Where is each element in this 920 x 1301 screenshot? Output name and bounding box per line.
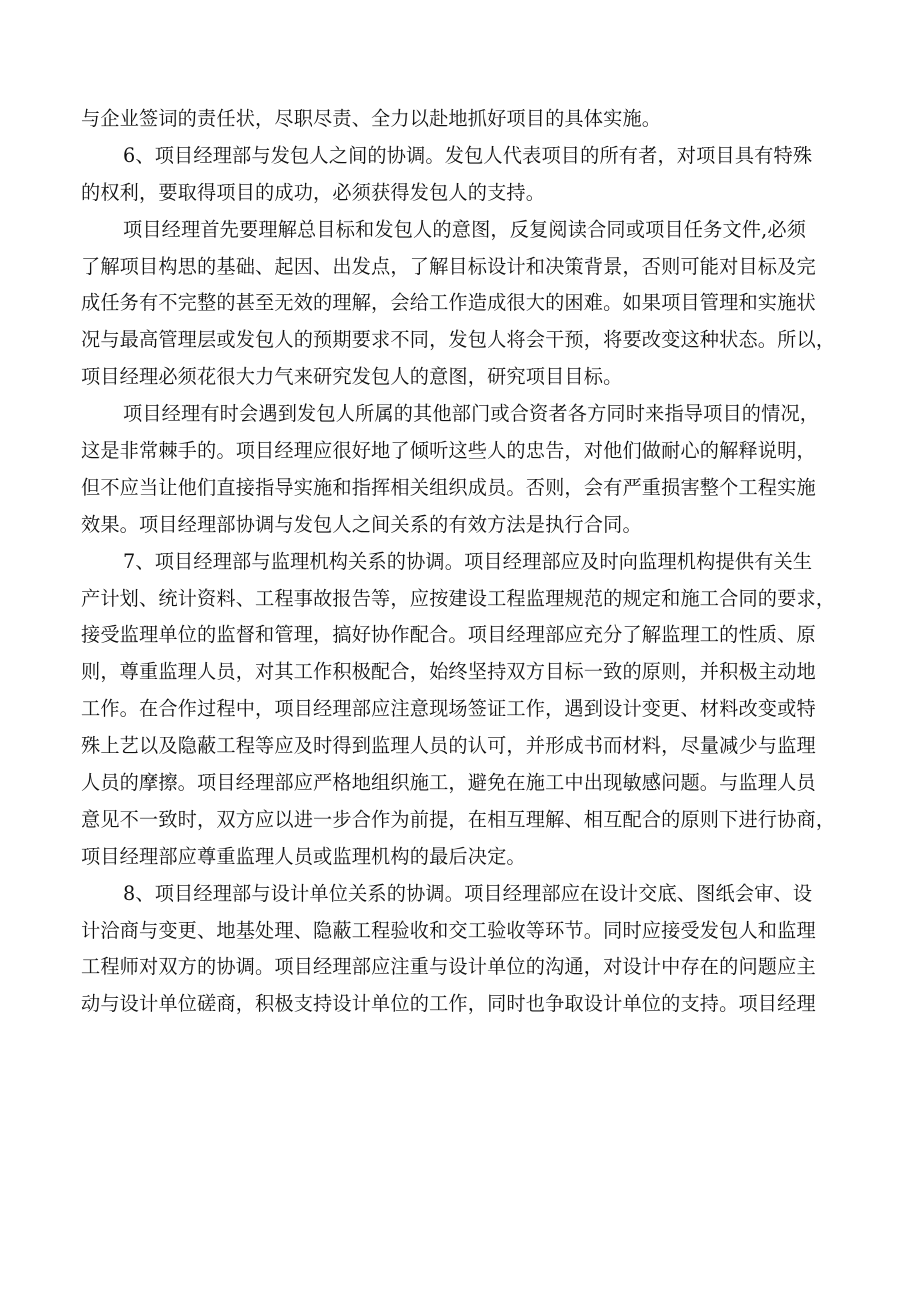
paragraph-first-line: 项目经理首先要理解总目标和发包人的意图，反复阅读合同或项目任务文件,必须 (123, 217, 807, 241)
text-line: 项目经理部应尊重监理人员或监理机构的最后决定。 (81, 844, 526, 868)
text-line: 的权利，要取得项目的成功，必须获得发包人的支持。 (81, 180, 546, 204)
text-line: 这是非常棘手的。项目经理应很好地了倾听这些人的忠告，对他们做耐心的解释说明， (81, 439, 816, 463)
text-line: 计洽商与变更、地基处理、隐蔽工程验收和交工验收等环节。同时应接受发包人和监理 (81, 918, 816, 942)
paragraph-6-first-line: 6、项目经理部与发包人之间的协调。发包人代表项目的所有者，对项目具有特殊 (123, 143, 813, 167)
text-line: 项目经理必须花很大力气来研究发包人的意图，研究项目目标。 (81, 365, 623, 389)
text-line: 接受监理单位的监督和管理，搞好协作配合。项目经理部应充分了解监理工的性质、原 (81, 623, 816, 647)
text-line: 工程师对双方的协调。项目经理部应注重与设计单位的沟通，对设计中存在的问题应主 (81, 955, 816, 979)
paragraph-first-line: 项目经理有时会遇到发包人所属的其他部门或合资者各方同时来指导项目的情况， (123, 402, 820, 426)
paragraph-7-first-line: 7、项目经理部与监理机构关系的协调。项目经理部应及时向监理机构提供有关生 (123, 549, 813, 573)
text-line: 与企业签词的责任状，尽职尽责、全力以赴地抓好项目的具体实施。 (81, 107, 662, 130)
text-line: 则，尊重监理人员，对其工作积极配合，始终坚持双方目标一致的原则，并积极主动地 (81, 660, 816, 684)
text-line: 意见不一致时，双方应以进一步合作为前提，在相互理解、相互配合的原则下进行协商， (81, 807, 836, 831)
text-line: 况与最高管理层或发包人的预期要求不同，发包人将会干预，将要改变这种状态。所以， (81, 328, 836, 352)
text-line: 但不应当让他们直接指导实施和指挥相关组织成员。否则，会有严重损害整个工程实施 (81, 475, 816, 499)
text-line: 了解项目构思的基础、起因、出发点，了解目标设计和决策背景，否则可能对目标及完 (81, 254, 816, 278)
paragraph-8-first-line: 8、项目经理部与设计单位关系的协调。项目经理部应在设计交底、图纸会审、设 (123, 881, 813, 905)
text-line: 动与设计单位磋商，积极支持设计单位的工作，同时也争取设计单位的支持。项目经理 (81, 992, 816, 1016)
text-line: 产计划、统计资料、工程事故报告等，应按建设工程监理规范的规定和施工合同的要求， (81, 586, 836, 610)
text-line: 人员的摩擦。项目经理部应严格地组织施工，避免在施工中出现敏感问题。与监理人员 (81, 771, 816, 795)
text-line: 工作。在合作过程中，项目经理部应注意现场签证工作，遇到设计变更、材料改变或特 (81, 697, 816, 721)
text-line: 殊上艺以及隐蔽工程等应及时得到监理人员的认可，并形成书而材料，尽量减少与监理 (81, 734, 816, 758)
document-body (81, 101, 846, 1023)
text-line: 效果。项目经理部协调与发包人之间关系的有效方法是执行合同。 (81, 512, 642, 536)
text-line: 成任务有不完整的甚至无效的理解，会给工作造成很大的困难。如果项目管理和实施状 (81, 291, 816, 315)
